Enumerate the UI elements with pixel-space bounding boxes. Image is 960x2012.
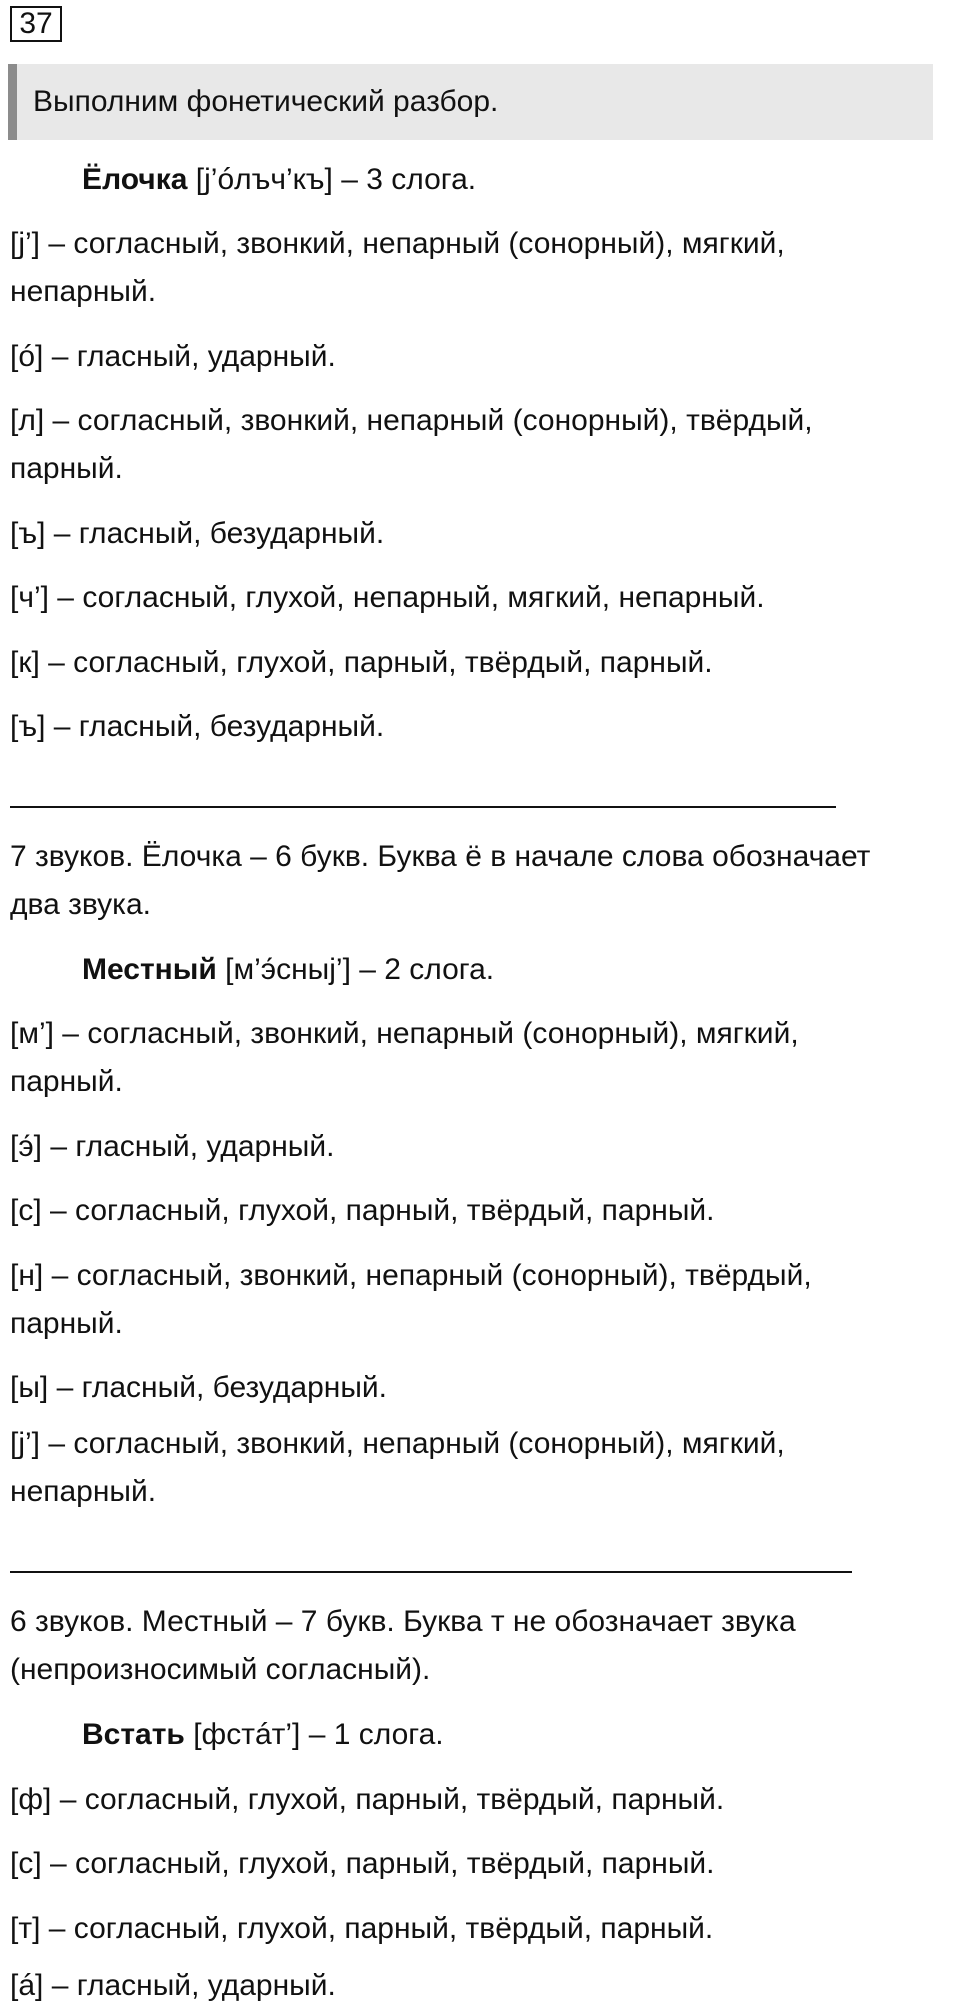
sound-line: [к] – согласный, глухой, парный, твёрдый, парный. bbox=[10, 646, 713, 679]
sound-line: [ы] – гласный, безударный. bbox=[10, 1371, 388, 1404]
sound-line: [j’] – согласный, звонкий, непарный (сонорный), мягкий, bbox=[10, 227, 785, 260]
word-title: Встать bbox=[82, 1718, 185, 1751]
sound-line: непарный. bbox=[10, 1475, 157, 1508]
sound-line: [с] – согласный, глухой, парный, твёрдый, парный. bbox=[10, 1847, 715, 1880]
sound-line: [j’] – согласный, звонкий, непарный (сонорный), мягкий, bbox=[10, 1427, 785, 1460]
summary-line: (непроизносимый согласный). bbox=[10, 1653, 431, 1686]
sound-line: [с] – согласный, глухой, парный, твёрдый, парный. bbox=[10, 1194, 715, 1227]
sound-line: [э́] – гласный, ударный. bbox=[10, 1130, 335, 1163]
word-heading bbox=[82, 156, 476, 204]
sound-line: [ч’] – согласный, глухой, непарный, мягкий, непарный. bbox=[10, 581, 765, 614]
divider bbox=[10, 1571, 852, 1573]
section-header: Выполним фонетический разбор. bbox=[8, 64, 933, 140]
word-transcription: [j’óлъч’къ] – 3 слога. bbox=[187, 163, 477, 196]
summary-line: 7 звуков. Ёлочка – 6 букв. Буква ё в начале слова обозначает bbox=[10, 840, 871, 873]
sound-line: [н] – согласный, звонкий, непарный (сонорный), твёрдый, bbox=[10, 1259, 812, 1292]
word-title: Ёлочка bbox=[82, 163, 188, 196]
sound-line: [á] – гласный, ударный. bbox=[10, 1969, 336, 2002]
word-title: Местный bbox=[82, 953, 217, 986]
sound-line: [т] – согласный, глухой, парный, твёрдый, парный. bbox=[10, 1912, 714, 1945]
word-transcription: [фстáт’] – 1 слога. bbox=[184, 1718, 444, 1751]
sound-line: непарный. bbox=[10, 275, 157, 308]
divider bbox=[10, 806, 836, 808]
exercise-number: 37 bbox=[10, 6, 62, 42]
word-heading bbox=[82, 946, 494, 994]
sound-line: [ф] – согласный, глухой, парный, твёрдый, парный. bbox=[10, 1783, 725, 1816]
sound-line: [ó] – гласный, ударный. bbox=[10, 340, 336, 373]
sound-line: [ъ] – гласный, безударный. bbox=[10, 517, 385, 550]
sound-line: [м’] – согласный, звонкий, непарный (сонорный), мягкий, bbox=[10, 1017, 799, 1050]
sound-line: [ъ] – гласный, безударный. bbox=[10, 710, 385, 743]
word-heading bbox=[82, 1711, 444, 1759]
sound-line: парный. bbox=[10, 1065, 123, 1098]
sound-line: парный. bbox=[10, 1307, 123, 1340]
word-transcription: [м’э́сныj’] – 2 слога. bbox=[216, 953, 495, 986]
sound-line: парный. bbox=[10, 452, 123, 485]
sound-line: [л] – согласный, звонкий, непарный (сонорный), твёрдый, bbox=[10, 404, 813, 437]
summary-line: два звука. bbox=[10, 888, 151, 921]
summary-line: 6 звуков. Местный – 7 букв. Буква т не обозначает звука bbox=[10, 1605, 796, 1638]
